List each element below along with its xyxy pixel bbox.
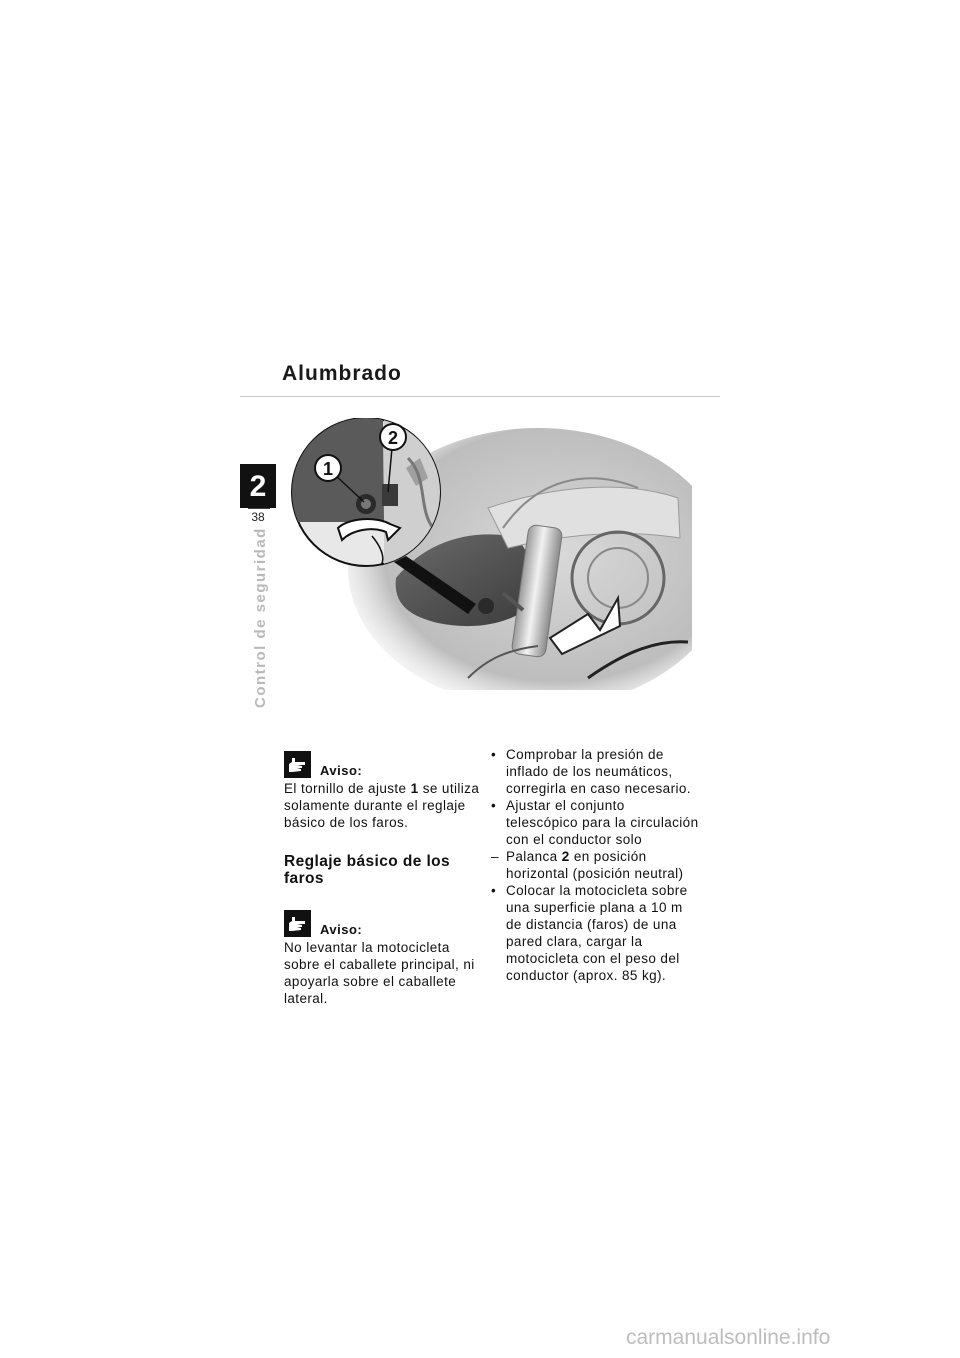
section-heading: Reglaje básico de los faros [284,853,451,887]
note-hand-icon [284,751,311,778]
chapter-tab: 2 [240,464,276,508]
note-label: Aviso: [320,922,363,937]
note-hand-icon [284,910,311,937]
callout-2: 2 [387,428,399,448]
list-item: • Colocar la motocicleta sobre una superficie plana a 10 m de distancia (faros) de una pared clara, cargar la motocicleta con el peso del conductor (aprox. 85 kg). [491,883,688,983]
right-column [488,746,700,984]
title-divider [240,396,720,397]
left-column [284,748,480,1007]
ref-number: 1 [410,781,419,796]
list-item: – Palanca 2 en posición horizontal (posición neutral) [491,849,684,881]
chapter-side-label: Control de seguridad [252,527,269,708]
note-header [284,748,480,778]
tab-divider [248,508,270,509]
list-item: • Comprobar la presión de inflado de los neumáticos, corregirla en caso necesario. [491,747,691,796]
page-number: 38 [251,510,265,524]
watermark: carmanualsonline.info [626,1326,831,1349]
note-text: No levantar la motocicleta sobre el caballete principal, ni apoyarla sobre el caballete lateral. [284,940,475,1006]
callout-1: 1 [322,459,334,479]
note-header [284,907,480,937]
list-item: • Ajustar el conjunto telescópico para la circulación con el conductor solo [491,798,699,847]
ref-number: 2 [561,849,570,864]
headlight-adjustment-photo [288,418,692,690]
section-title: Alumbrado [282,362,402,385]
checklist [488,746,700,984]
note-text: El tornillo de ajuste 1 se utiliza solamente durante el reglaje básico de los faros. [284,781,480,830]
note-label: Aviso: [320,763,363,778]
